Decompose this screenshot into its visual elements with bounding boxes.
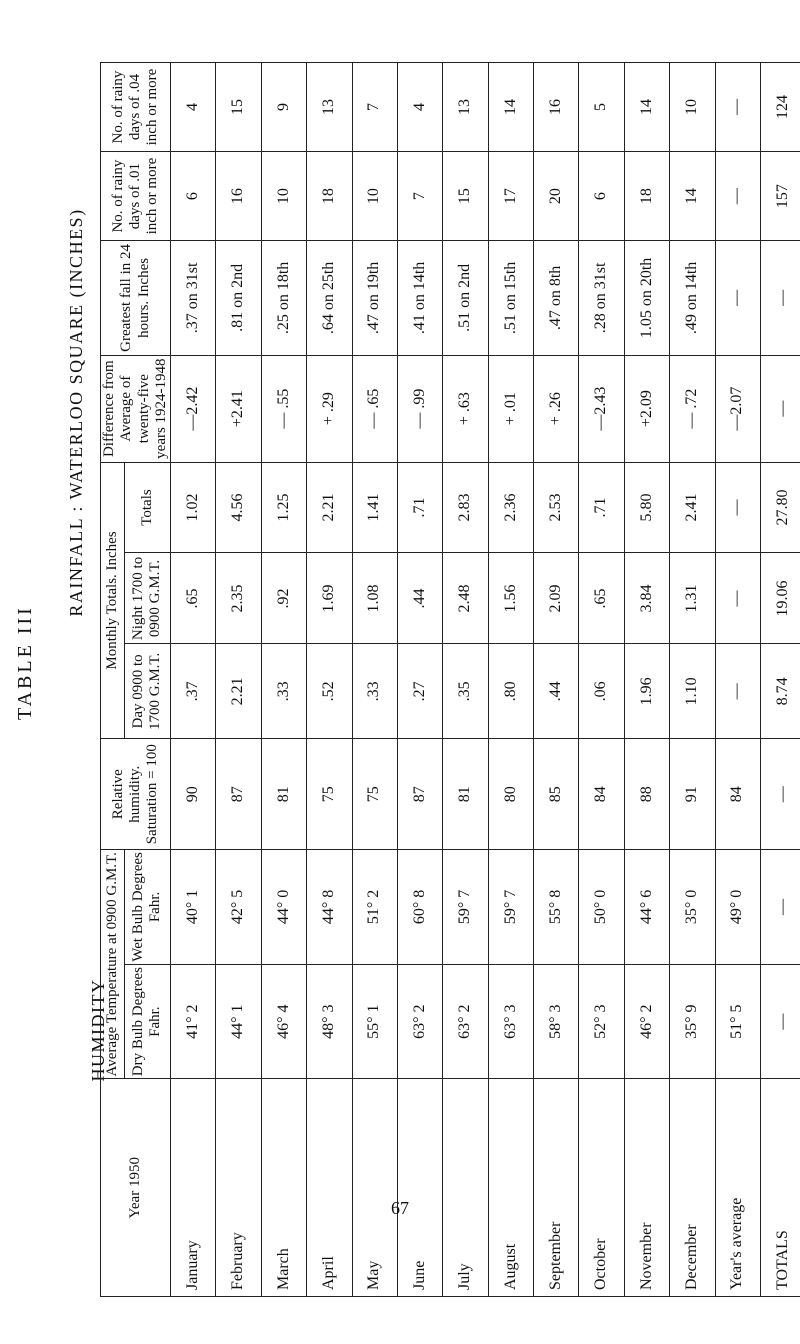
humidity-cell: —	[760, 739, 800, 850]
wet-bulb-cell: —	[760, 850, 800, 965]
table-title: TABLE III	[14, 605, 36, 720]
table-row	[670, 63, 715, 1297]
month-cell: September	[534, 1079, 579, 1297]
dry-bulb-header: Dry Bulb Degrees Fahr.	[124, 964, 170, 1079]
rainy-days-01-cell: 18	[624, 152, 669, 241]
month-cell: May	[352, 1079, 397, 1297]
difference-cell: — .99	[397, 355, 442, 462]
month-cell: June	[397, 1079, 442, 1297]
greatest-fall-cell: .28 on 31st	[579, 241, 624, 356]
total-rain-cell: 5.80	[624, 462, 669, 553]
table-row	[579, 63, 624, 1297]
rainy-days-04-cell: 5	[579, 63, 624, 152]
night-rain-cell: 1.08	[352, 553, 397, 644]
night-rain-cell: 1.56	[488, 553, 533, 644]
total-rain-cell: 2.36	[488, 462, 533, 553]
rainy-days-01-cell: 157	[760, 152, 800, 241]
totals-header: Totals	[124, 462, 170, 553]
dry-bulb-cell: 63° 2	[397, 964, 442, 1079]
rainy-days-04-cell: 14	[624, 63, 669, 152]
day-rain-cell: .33	[352, 644, 397, 739]
table-row	[171, 63, 216, 1297]
page-number: 67	[391, 1198, 409, 1218]
total-rain-cell: 1.25	[261, 462, 306, 553]
wet-bulb-cell: 59° 7	[443, 850, 488, 965]
difference-cell: + .01	[488, 355, 533, 462]
humidity-cell: 90	[171, 739, 216, 850]
wet-bulb-cell: 40° 1	[171, 850, 216, 965]
month-cell: November	[624, 1079, 669, 1297]
greatest-fall-cell: —	[760, 241, 800, 356]
rainy-days-04-cell: 7	[352, 63, 397, 152]
rotated-table-box	[100, 62, 790, 1297]
difference-cell: + .26	[534, 355, 579, 462]
night-rain-cell: .65	[171, 553, 216, 644]
day-rain-cell: .06	[579, 644, 624, 739]
greatest-fall-cell: .51 on 15th	[488, 241, 533, 356]
greatest-fall-cell: .37 on 31st	[171, 241, 216, 356]
table-row	[715, 63, 760, 1297]
difference-cell: + .63	[443, 355, 488, 462]
dry-bulb-cell: 51° 5	[715, 964, 760, 1079]
rainy-days-01-cell: 17	[488, 152, 533, 241]
rainy-days-01-cell: 7	[397, 152, 442, 241]
total-rain-cell: .71	[397, 462, 442, 553]
humidity-cell: 81	[443, 739, 488, 850]
rainfall-heading: RAINFALL : WATERLOO SQUARE (INCHES)	[66, 208, 86, 617]
dry-bulb-cell: 58° 3	[534, 964, 579, 1079]
table-row	[352, 63, 397, 1297]
greatest-fall-cell: 1.05 on 20th	[624, 241, 669, 356]
night-header: Night 1700 to 0900 G.M.T.	[124, 553, 170, 644]
wet-bulb-cell: 35° 0	[670, 850, 715, 965]
day-rain-cell: 1.10	[670, 644, 715, 739]
humidity-cell: 85	[534, 739, 579, 850]
greatest-fall-cell: .81 on 2nd	[216, 241, 261, 356]
night-rain-cell: 2.35	[216, 553, 261, 644]
wet-bulb-cell: 44° 6	[624, 850, 669, 965]
difference-cell: + .29	[307, 355, 352, 462]
difference-cell: — .72	[670, 355, 715, 462]
night-rain-cell: 2.09	[534, 553, 579, 644]
rainy-days-04-cell: 13	[443, 63, 488, 152]
rainy-days-04-cell: 4	[397, 63, 442, 152]
greatest-fall-cell: .51 on 2nd	[443, 241, 488, 356]
wet-bulb-cell: 50° 0	[579, 850, 624, 965]
night-rain-cell: 1.31	[670, 553, 715, 644]
night-rain-cell: 3.84	[624, 553, 669, 644]
night-rain-cell: 19.06	[760, 553, 800, 644]
table-body	[171, 63, 800, 1297]
day-rain-cell: .35	[443, 644, 488, 739]
month-cell: August	[488, 1079, 533, 1297]
total-rain-cell: 2.41	[670, 462, 715, 553]
table-row	[261, 63, 306, 1297]
month-cell: July	[443, 1079, 488, 1297]
total-rain-cell: 27.80	[760, 462, 800, 553]
rainy-days-01-cell: 6	[171, 152, 216, 241]
difference-cell: —	[760, 355, 800, 462]
table-row	[760, 63, 800, 1297]
humidity-cell: 81	[261, 739, 306, 850]
month-cell: TOTALS	[760, 1079, 800, 1297]
wet-bulb-cell: 49° 0	[715, 850, 760, 965]
dry-bulb-cell: 44° 1	[216, 964, 261, 1079]
total-rain-cell: 2.21	[307, 462, 352, 553]
day-rain-cell: .80	[488, 644, 533, 739]
total-rain-cell: 1.41	[352, 462, 397, 553]
rainy-days-04-cell: 15	[216, 63, 261, 152]
dry-bulb-cell: —	[760, 964, 800, 1079]
total-rain-cell: 2.83	[443, 462, 488, 553]
difference-cell: — .65	[352, 355, 397, 462]
table-row	[534, 63, 579, 1297]
night-rain-cell: —	[715, 553, 760, 644]
dry-bulb-cell: 46° 2	[624, 964, 669, 1079]
day-rain-cell: 2.21	[216, 644, 261, 739]
table-row	[488, 63, 533, 1297]
rainy-days-04-header: No. of rainy days of .04 inch or more	[101, 63, 171, 152]
day-header: Day 0900 to 1700 G.M.T.	[124, 644, 170, 739]
rainy-days-04-cell: 14	[488, 63, 533, 152]
night-rain-cell: 1.69	[307, 553, 352, 644]
day-rain-cell: .37	[171, 644, 216, 739]
weather-data-table	[100, 62, 800, 1297]
humidity-cell: 91	[670, 739, 715, 850]
rainy-days-04-cell: 4	[171, 63, 216, 152]
difference-header: Difference from Average of twenty-five years 1924-1948	[101, 355, 171, 462]
greatest-fall-cell: .49 on 14th	[670, 241, 715, 356]
total-rain-cell: 4.56	[216, 462, 261, 553]
wet-bulb-cell: 44° 0	[261, 850, 306, 965]
header-row-top	[101, 63, 125, 1297]
total-rain-cell: .71	[579, 462, 624, 553]
difference-cell: +2.09	[624, 355, 669, 462]
rainy-days-04-cell: 9	[261, 63, 306, 152]
wet-bulb-cell: 59° 7	[488, 850, 533, 965]
day-rain-cell: .33	[261, 644, 306, 739]
total-rain-cell: 1.02	[171, 462, 216, 553]
difference-cell: —2.42	[171, 355, 216, 462]
month-cell: January	[171, 1079, 216, 1297]
table-row	[443, 63, 488, 1297]
month-cell: Year's average	[715, 1079, 760, 1297]
humidity-heading: HUMIDITY	[88, 978, 108, 1082]
wet-bulb-header: Wet Bulb Degrees Fahr.	[124, 850, 170, 965]
dry-bulb-cell: 48° 3	[307, 964, 352, 1079]
rainy-days-04-cell: 13	[307, 63, 352, 152]
greatest-fall-cell: .25 on 18th	[261, 241, 306, 356]
day-rain-cell: .44	[534, 644, 579, 739]
total-rain-cell: 2.53	[534, 462, 579, 553]
greatest-fall-cell: .41 on 14th	[397, 241, 442, 356]
humidity-cell: 80	[488, 739, 533, 850]
humidity-cell: 88	[624, 739, 669, 850]
night-rain-cell: .92	[261, 553, 306, 644]
rainy-days-01-cell: 10	[261, 152, 306, 241]
month-cell: March	[261, 1079, 306, 1297]
dry-bulb-cell: 55° 1	[352, 964, 397, 1079]
rainy-days-01-cell: 15	[443, 152, 488, 241]
difference-cell: +2.41	[216, 355, 261, 462]
total-rain-cell: —	[715, 462, 760, 553]
difference-cell: —2.07	[715, 355, 760, 462]
wet-bulb-cell: 42° 5	[216, 850, 261, 965]
rainy-days-01-header: No. of rainy days of .01 inch or more	[101, 152, 171, 241]
table-row	[397, 63, 442, 1297]
night-rain-cell: .65	[579, 553, 624, 644]
rainy-days-01-cell: 10	[352, 152, 397, 241]
humidity-cell: 87	[397, 739, 442, 850]
rainy-days-01-cell: 16	[216, 152, 261, 241]
year-header: Year 1950	[101, 1079, 171, 1297]
month-cell: February	[216, 1079, 261, 1297]
dry-bulb-cell: 46° 4	[261, 964, 306, 1079]
table-header	[101, 63, 171, 1297]
rainy-days-04-cell: 16	[534, 63, 579, 152]
greatest-fall-cell: .47 on 19th	[352, 241, 397, 356]
day-rain-cell: 1.96	[624, 644, 669, 739]
day-rain-cell: .52	[307, 644, 352, 739]
rainy-days-04-cell: —	[715, 63, 760, 152]
dry-bulb-cell: 63° 3	[488, 964, 533, 1079]
day-rain-cell: .27	[397, 644, 442, 739]
dry-bulb-cell: 52° 3	[579, 964, 624, 1079]
greatest-fall-cell: .64 on 25th	[307, 241, 352, 356]
dry-bulb-cell: 63° 2	[443, 964, 488, 1079]
table-row	[216, 63, 261, 1297]
humidity-cell: 84	[579, 739, 624, 850]
day-rain-cell: —	[715, 644, 760, 739]
greatest-fall-cell: —	[715, 241, 760, 356]
humidity-header: Relative humidity. Saturation = 100	[101, 739, 171, 850]
difference-cell: —2.43	[579, 355, 624, 462]
day-rain-cell: 8.74	[760, 644, 800, 739]
wet-bulb-cell: 60° 8	[397, 850, 442, 965]
night-rain-cell: .44	[397, 553, 442, 644]
dry-bulb-cell: 35° 9	[670, 964, 715, 1079]
rainy-days-04-cell: 10	[670, 63, 715, 152]
greatest-fall-cell: .47 on 8th	[534, 241, 579, 356]
humidity-cell: 75	[352, 739, 397, 850]
rainy-days-01-cell: 20	[534, 152, 579, 241]
month-cell: April	[307, 1079, 352, 1297]
wet-bulb-cell: 51° 2	[352, 850, 397, 965]
rainy-days-04-cell: 124	[760, 63, 800, 152]
avg-temp-group-header: Average Temperature at 0900 G.M.T.	[101, 850, 125, 1079]
greatest-fall-header: Greatest fall in 24 hours. Inches	[101, 241, 171, 356]
wet-bulb-cell: 55° 8	[534, 850, 579, 965]
humidity-cell: 87	[216, 739, 261, 850]
rainy-days-01-cell: 6	[579, 152, 624, 241]
dry-bulb-cell: 41° 2	[171, 964, 216, 1079]
rainy-days-01-cell: 18	[307, 152, 352, 241]
humidity-cell: 75	[307, 739, 352, 850]
month-cell: October	[579, 1079, 624, 1297]
month-cell: December	[670, 1079, 715, 1297]
wet-bulb-cell: 44° 8	[307, 850, 352, 965]
monthly-totals-header: Monthly Totals. Inches	[101, 462, 125, 739]
humidity-cell: 84	[715, 739, 760, 850]
difference-cell: — .55	[261, 355, 306, 462]
rainy-days-01-cell: —	[715, 152, 760, 241]
table-row	[307, 63, 352, 1297]
table-row	[624, 63, 669, 1297]
rainy-days-01-cell: 14	[670, 152, 715, 241]
night-rain-cell: 2.48	[443, 553, 488, 644]
